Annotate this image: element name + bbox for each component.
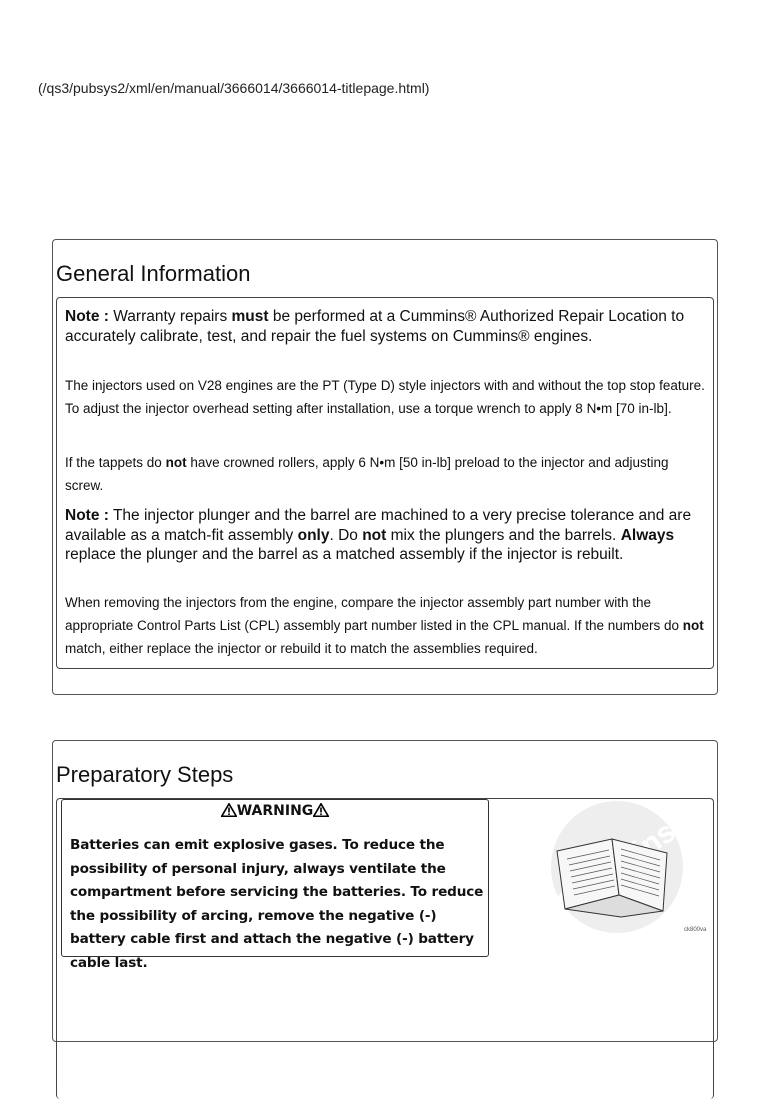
note-label: Note : [65,308,109,325]
injector-paragraph: The injectors used on V28 engines are the PT (Type D) style injectors with and without the top stop feature. To adjust the injector overhead setting after installation, use a torque wrench to apply 8 N•m [70 in-lb]. [65,378,705,416]
warranty-note: Note : Warranty repairs must be performed at a Cummins® Authorized Repair Location to accurately calibrate, test, and repair the fuel systems on Cummins® engines. [65,308,685,345]
warning-header [62,803,488,819]
illustration-code: ck800va [684,927,707,933]
note-label: Note : [65,507,109,524]
preparatory-steps-section [52,740,718,1042]
plunger-note: Note : The injector plunger and the barrel are machined to a very precise tolerance and are available as a match-fit assembly only. Do not mix the plungers and the barrels. Always replace the plunger and the barrel as a matched assembly if the injector is rebuilt. [65,507,692,563]
section-title: General Information [56,261,251,286]
tappets-paragraph: If the tappets do not have crowned rollers, apply 6 N•m [50 in-lb] preload to the injector and adjusting screw. [65,455,669,493]
manual-book-illustration [517,799,713,939]
general-information-section [52,239,718,695]
warning-label: WARNING [236,803,314,819]
warning-triangle-icon [313,803,329,817]
removal-paragraph: When removing the injectors from the engine, compare the injector assembly part number with the appropriate Control Parts List (CPL) assembly part number listed in the CPL manual. If the numbers do not match, either replace the injector or rebuild it to match the assemblies required. [65,595,704,656]
warning-triangle-icon [221,803,237,817]
warning-box [61,799,489,971]
preparatory-steps-body [56,798,714,1099]
section-title: Preparatory Steps [56,762,234,787]
url-path: (/qs3/pubsys2/xml/en/manual/3666014/3666014-titlepage.html) [38,80,430,96]
warning-text: Batteries can emit explosive gases. To reduce the possibility of personal injury, always ventilate the compartment before servicing the batteries. To reduce the possibility of arcing, remove the negative (-) battery cable first and attach the negative (-) battery cable last. [70,837,484,971]
general-information-body [56,297,714,669]
